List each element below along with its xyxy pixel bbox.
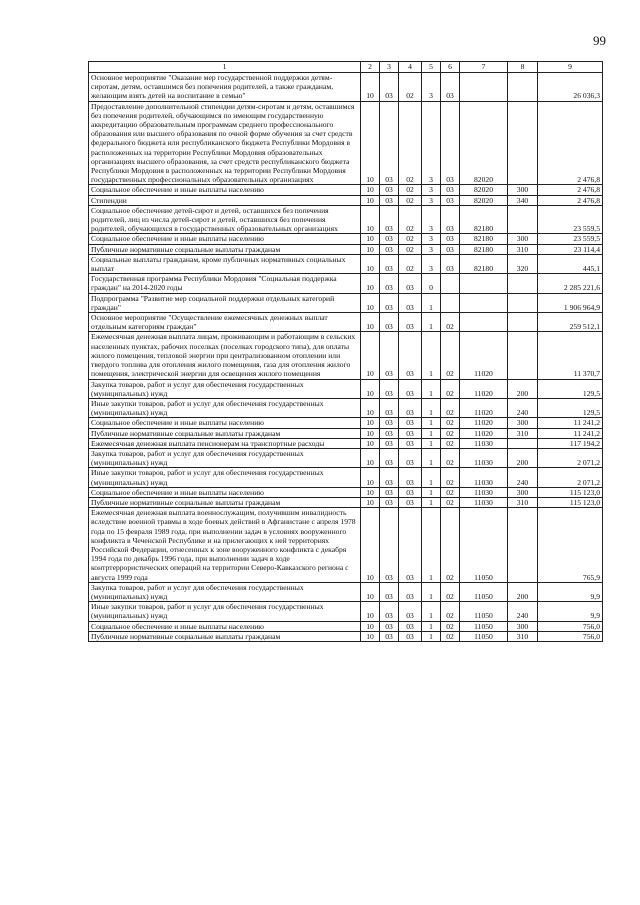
row-name: Иные закупки товаров, работ и услуг для обеспечения государственных (муниципальных) нужд — [89, 468, 361, 487]
code-direction: 11050 — [460, 631, 508, 641]
code-expense-type: 200 — [508, 582, 538, 601]
code-expense-type: 300 — [508, 621, 538, 631]
table-row — [89, 332, 603, 379]
code-direction: 82020 — [460, 185, 508, 195]
table-row — [89, 379, 603, 398]
table-row — [89, 582, 603, 601]
row-name: Подпрограмма "Развитие мер социальной поддержки отдельных категорий граждан" — [89, 293, 361, 312]
row-name: Ежемесячная денежная выплата военнослужащим, получившим инвалидность вследствие военной травмы в ходе боевых действий в Афганистане с апреля 1978 года по 15 февраля 1989 года, при выполнении задач в условиях вооруженного конфликта в Чеченской Республике и на прилегающих к ней территориях Российской Федерации, отнесенных к зоне вооруженного конфликта с декабря 1994 года по декабрь 1996 года, при выполнении задач в ходе контртеррористических операций на территории Северо-Кавказского региона с августа 1999 года — [89, 508, 361, 583]
code-subsection: 03 — [380, 274, 399, 293]
code-subsection: 03 — [380, 621, 399, 631]
code-subsection: 03 — [380, 631, 399, 641]
row-name: Социальное обеспечение и иные выплаты населению — [89, 621, 361, 631]
code-program: 02 — [399, 195, 422, 205]
code-expense-type: 310 — [508, 631, 538, 641]
code-expense-type — [508, 73, 538, 102]
code-program: 03 — [399, 428, 422, 438]
row-amount: 9,9 — [538, 582, 603, 601]
row-name: Социальное обеспечение и иные выплаты населению — [89, 418, 361, 428]
code-subprogram: 1 — [422, 497, 441, 507]
header-cell: 6 — [441, 62, 460, 73]
code-subprogram: 1 — [422, 428, 441, 438]
code-subsection: 03 — [380, 487, 399, 497]
header-cell: 2 — [361, 62, 380, 73]
code-subsection: 03 — [380, 73, 399, 102]
code-expense-type: 240 — [508, 398, 538, 417]
code-program: 03 — [399, 582, 422, 601]
table-header-row — [89, 62, 603, 73]
row-amount: 129,5 — [538, 398, 603, 417]
code-direction: 11020 — [460, 379, 508, 398]
table-row — [89, 101, 603, 185]
table-row — [89, 205, 603, 234]
row-amount: 259 512,1 — [538, 313, 603, 332]
code-section: 10 — [361, 621, 380, 631]
header-cell: 8 — [508, 62, 538, 73]
code-subsection: 03 — [380, 234, 399, 244]
code-expense-type: 200 — [508, 379, 538, 398]
row-amount: 129,5 — [538, 379, 603, 398]
code-direction: 11030 — [460, 438, 508, 448]
code-expense-type: 300 — [508, 234, 538, 244]
code-section: 10 — [361, 73, 380, 102]
code-program: 02 — [399, 73, 422, 102]
row-name: Закупка товаров, работ и услуг для обеспечения государственных (муниципальных) нужд — [89, 582, 361, 601]
code-subprogram: 1 — [422, 313, 441, 332]
table-row — [89, 73, 603, 102]
code-expense-type: 320 — [508, 254, 538, 273]
code-activity: 02 — [441, 621, 460, 631]
table-row — [89, 602, 603, 621]
row-name: Социальное обеспечение и иные выплаты населению — [89, 185, 361, 195]
code-subprogram: 3 — [422, 234, 441, 244]
code-expense-type: 300 — [508, 418, 538, 428]
code-section: 10 — [361, 582, 380, 601]
code-direction: 11020 — [460, 398, 508, 417]
code-direction — [460, 293, 508, 312]
code-activity: 03 — [441, 101, 460, 185]
code-expense-type — [508, 293, 538, 312]
code-expense-type: 300 — [508, 487, 538, 497]
code-direction: 82020 — [460, 101, 508, 185]
row-name: Основное мероприятие "Оказание мер государственной поддержки детям-сиротам, детям, оставшимся без попечения родителей, а также гражданам, желающим взять детей на воспитание в семью" — [89, 73, 361, 102]
code-direction: 82020 — [460, 195, 508, 205]
code-program: 03 — [399, 398, 422, 417]
code-section: 10 — [361, 448, 380, 467]
code-subsection: 03 — [380, 428, 399, 438]
code-activity: 02 — [441, 418, 460, 428]
row-amount: 2 476,8 — [538, 195, 603, 205]
code-section: 10 — [361, 234, 380, 244]
table-row — [89, 468, 603, 487]
code-subsection: 03 — [380, 185, 399, 195]
code-subprogram: 3 — [422, 185, 441, 195]
code-section: 10 — [361, 468, 380, 487]
code-program: 03 — [399, 602, 422, 621]
row-name: Социальное обеспечение и иные выплаты населению — [89, 234, 361, 244]
code-subprogram: 1 — [422, 468, 441, 487]
code-expense-type — [508, 438, 538, 448]
code-program: 03 — [399, 497, 422, 507]
row-name: Стипендии — [89, 195, 361, 205]
code-subprogram: 3 — [422, 254, 441, 273]
row-amount: 115 123,0 — [538, 487, 603, 497]
row-name: Закупка товаров, работ и услуг для обеспечения государственных (муниципальных) нужд — [89, 448, 361, 467]
code-direction — [460, 73, 508, 102]
code-direction: 82180 — [460, 234, 508, 244]
row-amount: 23 114,4 — [538, 244, 603, 254]
code-expense-type — [508, 274, 538, 293]
code-expense-type — [508, 332, 538, 379]
code-activity: 02 — [441, 448, 460, 467]
code-subprogram: 1 — [422, 602, 441, 621]
budget-table — [88, 61, 603, 642]
code-section: 10 — [361, 379, 380, 398]
code-activity: 03 — [441, 185, 460, 195]
code-subprogram: 3 — [422, 244, 441, 254]
row-amount: 445,1 — [538, 254, 603, 273]
row-name: Закупка товаров, работ и услуг для обеспечения государственных (муниципальных) нужд — [89, 379, 361, 398]
code-section: 10 — [361, 332, 380, 379]
row-amount: 756,0 — [538, 621, 603, 631]
code-subprogram: 1 — [422, 487, 441, 497]
code-program: 03 — [399, 274, 422, 293]
code-activity: 03 — [441, 73, 460, 102]
code-subprogram: 0 — [422, 274, 441, 293]
code-activity: 02 — [441, 468, 460, 487]
code-subsection: 03 — [380, 468, 399, 487]
code-direction: 11030 — [460, 448, 508, 467]
code-subprogram: 1 — [422, 582, 441, 601]
code-program: 03 — [399, 293, 422, 312]
code-program: 03 — [399, 508, 422, 583]
header-cell: 1 — [89, 62, 361, 73]
row-amount: 2 071,2 — [538, 448, 603, 467]
table-row — [89, 195, 603, 205]
code-section: 10 — [361, 428, 380, 438]
code-direction — [460, 313, 508, 332]
code-activity: 03 — [441, 234, 460, 244]
row-amount: 2 071,2 — [538, 468, 603, 487]
header-cell: 9 — [538, 62, 603, 73]
table-row — [89, 293, 603, 312]
code-activity: 02 — [441, 582, 460, 601]
table-row — [89, 487, 603, 497]
code-subprogram: 1 — [422, 332, 441, 379]
code-direction: 11020 — [460, 332, 508, 379]
code-subsection: 03 — [380, 244, 399, 254]
code-subsection: 03 — [380, 448, 399, 467]
code-program: 03 — [399, 438, 422, 448]
code-expense-type — [508, 101, 538, 185]
code-section: 10 — [361, 185, 380, 195]
row-name: Государственная программа Республики Мордовия "Социальная поддержка граждан" на 2014-2020 годы — [89, 274, 361, 293]
table-row — [89, 448, 603, 467]
code-subprogram: 3 — [422, 101, 441, 185]
code-subsection: 03 — [380, 379, 399, 398]
row-amount: 2 476,8 — [538, 185, 603, 195]
code-activity: 02 — [441, 313, 460, 332]
code-subsection: 03 — [380, 332, 399, 379]
code-subsection: 03 — [380, 205, 399, 234]
code-expense-type: 310 — [508, 244, 538, 254]
code-program: 03 — [399, 379, 422, 398]
table-row — [89, 274, 603, 293]
header-cell: 3 — [380, 62, 399, 73]
code-section: 10 — [361, 398, 380, 417]
code-direction: 11020 — [460, 418, 508, 428]
code-subprogram: 1 — [422, 438, 441, 448]
row-name: Ежемесячная денежная выплата лицам, проживающим и работающим в сельских населенных пунктах, рабочих поселках (поселках городского типа), для оплаты жилого помещения, тепловой энергии при централизованном отоплении или твердого топлива для отопления жилого помещения, газа для отопления жилого помещения, электрической энергии для освещения жилого помещения — [89, 332, 361, 379]
row-name: Социальное обеспечение детей-сирот и детей, оставшихся без попечения родителей, лиц из числа детей-сирот и детей, оставшихся без попечения родителей, обучающихся в государственных образовательных организациях — [89, 205, 361, 234]
code-program: 03 — [399, 468, 422, 487]
row-name: Социальные выплаты гражданам, кроме публичных нормативных социальных выплат — [89, 254, 361, 273]
code-program: 02 — [399, 244, 422, 254]
code-program: 03 — [399, 418, 422, 428]
code-section: 10 — [361, 244, 380, 254]
table-row — [89, 438, 603, 448]
row-amount: 2 476,8 — [538, 101, 603, 185]
code-activity: 02 — [441, 602, 460, 621]
code-program: 03 — [399, 313, 422, 332]
row-amount: 23 559,5 — [538, 234, 603, 244]
code-program: 02 — [399, 185, 422, 195]
row-amount: 117 194,2 — [538, 438, 603, 448]
code-direction: 11020 — [460, 428, 508, 438]
code-subprogram: 1 — [422, 631, 441, 641]
table-row — [89, 428, 603, 438]
code-direction: 11050 — [460, 621, 508, 631]
code-direction: 11030 — [460, 468, 508, 487]
code-activity: 02 — [441, 497, 460, 507]
code-subsection: 03 — [380, 418, 399, 428]
code-subprogram: 1 — [422, 418, 441, 428]
code-section: 10 — [361, 508, 380, 583]
table-row — [89, 508, 603, 583]
table-row — [89, 185, 603, 195]
code-subsection: 03 — [380, 602, 399, 621]
row-amount: 9,9 — [538, 602, 603, 621]
code-section: 10 — [361, 487, 380, 497]
code-program: 02 — [399, 101, 422, 185]
code-section: 10 — [361, 418, 380, 428]
code-activity: 02 — [441, 428, 460, 438]
row-amount: 23 559,5 — [538, 205, 603, 234]
code-activity: 02 — [441, 631, 460, 641]
code-direction: 11030 — [460, 487, 508, 497]
code-expense-type: 300 — [508, 185, 538, 195]
row-name: Публичные нормативные социальные выплаты гражданам — [89, 244, 361, 254]
code-section: 10 — [361, 274, 380, 293]
table-row — [89, 497, 603, 507]
code-subprogram: 1 — [422, 379, 441, 398]
code-program: 02 — [399, 254, 422, 273]
code-activity: 02 — [441, 398, 460, 417]
code-direction: 11050 — [460, 602, 508, 621]
code-activity: 02 — [441, 487, 460, 497]
code-direction — [460, 274, 508, 293]
code-subsection: 03 — [380, 101, 399, 185]
code-section: 10 — [361, 101, 380, 185]
code-subsection: 03 — [380, 582, 399, 601]
code-expense-type — [508, 508, 538, 583]
code-direction: 82180 — [460, 205, 508, 234]
table-row — [89, 254, 603, 273]
code-section: 10 — [361, 602, 380, 621]
code-expense-type: 240 — [508, 468, 538, 487]
code-program: 02 — [399, 205, 422, 234]
code-activity: 02 — [441, 379, 460, 398]
code-direction: 11050 — [460, 508, 508, 583]
code-expense-type: 200 — [508, 448, 538, 467]
code-subsection: 03 — [380, 508, 399, 583]
row-amount: 11 370,7 — [538, 332, 603, 379]
code-program: 03 — [399, 631, 422, 641]
code-expense-type — [508, 313, 538, 332]
code-subprogram: 1 — [422, 621, 441, 631]
code-subsection: 03 — [380, 293, 399, 312]
code-expense-type: 310 — [508, 428, 538, 438]
code-section: 10 — [361, 293, 380, 312]
code-activity: 02 — [441, 438, 460, 448]
row-amount: 1 906 964,9 — [538, 293, 603, 312]
row-name: Предоставление дополнительной стипендии детям-сиротам и детям, оставшимся без попечения родителей, обучающимся по имеющим государственную аккредитацию образовательным программам среднего профессионального образования или высшего образования по очной форме обучения за счет средств федерального бюджета или республиканского бюджета Республики Мордовия в расположенных на территории Республики Мордовия образовательных организациях высшего образования, за счет средств республиканского бюджета Республики Мордовия в расположенных на территории Республики Мордовия государственных профессиональных образовательных организациях — [89, 101, 361, 185]
code-subsection: 03 — [380, 497, 399, 507]
table-row — [89, 313, 603, 332]
row-amount: 115 123,0 — [538, 497, 603, 507]
header-cell: 5 — [422, 62, 441, 73]
code-subsection: 03 — [380, 313, 399, 332]
code-subprogram: 3 — [422, 195, 441, 205]
code-activity: 03 — [441, 195, 460, 205]
row-name: Публичные нормативные социальные выплаты гражданам — [89, 428, 361, 438]
code-expense-type: 310 — [508, 497, 538, 507]
code-subprogram: 1 — [422, 398, 441, 417]
code-subsection: 03 — [380, 195, 399, 205]
code-program: 03 — [399, 448, 422, 467]
table-row — [89, 244, 603, 254]
row-amount: 26 036,3 — [538, 73, 603, 102]
code-program: 03 — [399, 621, 422, 631]
table-row — [89, 234, 603, 244]
row-name: Основное мероприятие "Осуществление ежемесячных денежных выплат отдельным категориям граждан" — [89, 313, 361, 332]
code-section: 10 — [361, 497, 380, 507]
code-activity: 03 — [441, 244, 460, 254]
row-amount: 765,9 — [538, 508, 603, 583]
code-subsection: 03 — [380, 254, 399, 273]
header-cell: 4 — [399, 62, 422, 73]
code-subsection: 03 — [380, 398, 399, 417]
code-section: 10 — [361, 205, 380, 234]
code-activity — [441, 293, 460, 312]
code-expense-type — [508, 205, 538, 234]
row-amount: 2 285 221,6 — [538, 274, 603, 293]
page-number: 99 — [593, 33, 606, 48]
code-activity: 03 — [441, 205, 460, 234]
row-name: Публичные нормативные социальные выплаты гражданам — [89, 497, 361, 507]
header-cell: 7 — [460, 62, 508, 73]
code-section: 10 — [361, 254, 380, 273]
row-name: Иные закупки товаров, работ и услуг для обеспечения государственных (муниципальных) нужд — [89, 602, 361, 621]
code-program: 03 — [399, 332, 422, 379]
row-name: Социальное обеспечение и иные выплаты населению — [89, 487, 361, 497]
code-program: 02 — [399, 234, 422, 244]
table-row — [89, 621, 603, 631]
code-activity: 02 — [441, 332, 460, 379]
code-subprogram: 1 — [422, 293, 441, 312]
code-subsection: 03 — [380, 438, 399, 448]
code-activity — [441, 274, 460, 293]
code-direction: 11030 — [460, 497, 508, 507]
code-section: 10 — [361, 438, 380, 448]
code-direction: 82180 — [460, 254, 508, 273]
code-section: 10 — [361, 313, 380, 332]
row-amount: 11 241,2 — [538, 428, 603, 438]
code-section: 10 — [361, 195, 380, 205]
code-expense-type: 340 — [508, 195, 538, 205]
code-activity: 02 — [441, 508, 460, 583]
code-subprogram: 3 — [422, 205, 441, 234]
code-subprogram: 1 — [422, 508, 441, 583]
code-section: 10 — [361, 631, 380, 641]
row-name: Иные закупки товаров, работ и услуг для обеспечения государственных (муниципальных) нужд — [89, 398, 361, 417]
row-amount: 11 241,2 — [538, 418, 603, 428]
code-program: 03 — [399, 487, 422, 497]
code-direction: 82180 — [460, 244, 508, 254]
table-row — [89, 398, 603, 417]
code-direction: 11050 — [460, 582, 508, 601]
row-name: Публичные нормативные социальные выплаты гражданам — [89, 631, 361, 641]
table-row — [89, 631, 603, 641]
row-amount: 756,0 — [538, 631, 603, 641]
code-subprogram: 1 — [422, 448, 441, 467]
code-activity: 03 — [441, 254, 460, 273]
code-subprogram: 3 — [422, 73, 441, 102]
code-expense-type: 240 — [508, 602, 538, 621]
table-row — [89, 418, 603, 428]
row-name: Ежемесячная денежная выплата пенсионерам на транспортные расходы — [89, 438, 361, 448]
